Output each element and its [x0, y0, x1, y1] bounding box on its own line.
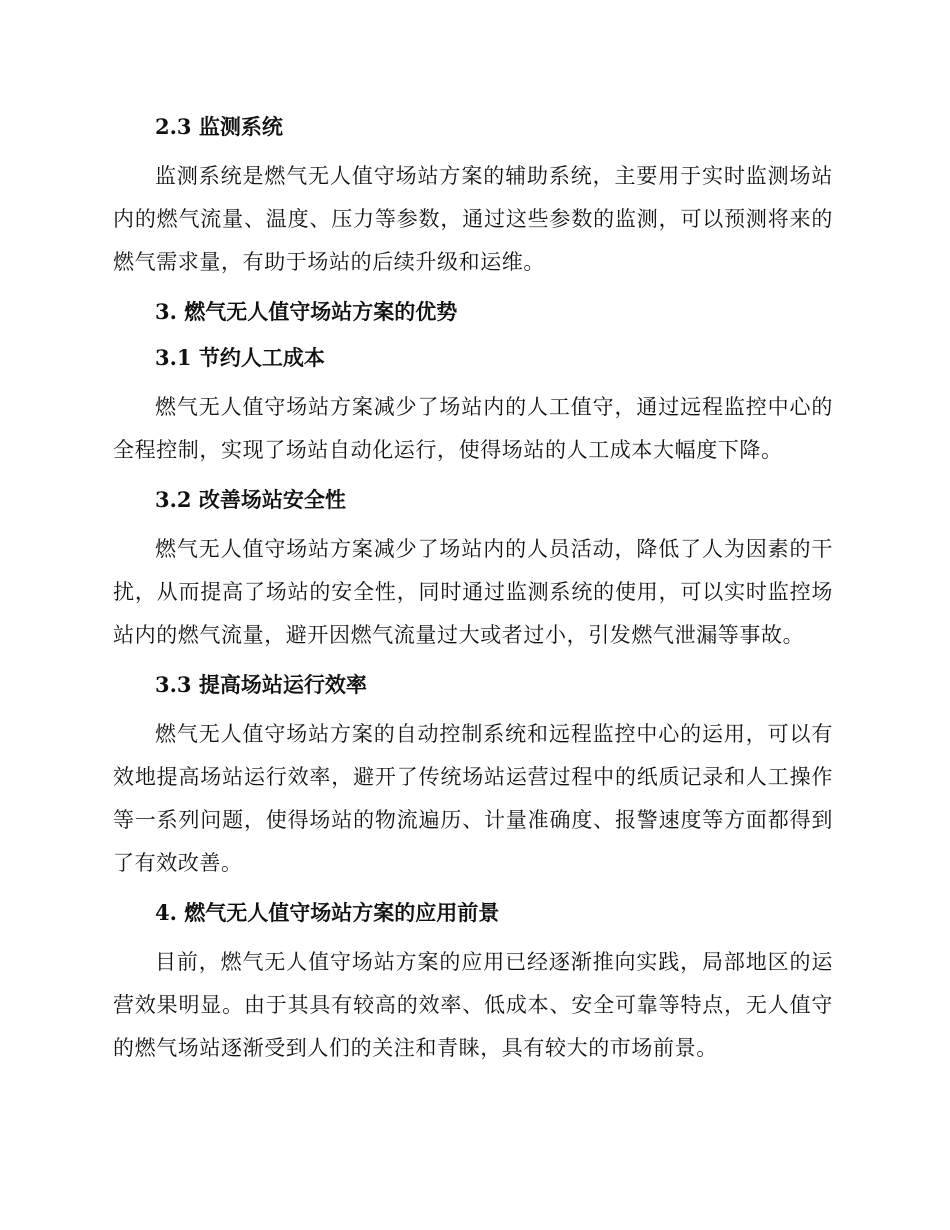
- section-paragraph-3-3: 燃气无人值守场站方案的自动控制系统和远程监控中心的运用，可以有效地提高场站运行效率，避开了传统场站运营过程中的纸质记录和人工操作等一系列问题，使得场站的物流遍历、计量准确度、报警速度等方面都得到了有效改善。: [113, 722, 833, 875]
- section-heading-3-2: 3.2 改善场站安全性: [155, 487, 346, 512]
- section-heading-3-1: 3.1 节约人工成本: [155, 345, 325, 370]
- section-paragraph-3-2: 燃气无人值守场站方案减少了场站内的人员活动，降低了人为因素的干扰，从而提高了场站的安全性，同时通过监测系统的使用，可以实时监控场站内的燃气流量，避开因燃气流量过大或者过小，引发燃气泄漏等事故。: [113, 537, 833, 647]
- section-paragraph-2-3: 监测系统是燃气无人值守场站方案的辅助系统，主要用于实时监测场站内的燃气流量、温度、压力等参数，通过这些参数的监测，可以预测将来的燃气需求量，有助于场站的后续升级和运维。: [113, 164, 833, 274]
- section-heading-3-3: 3.3 提高场站运行效率: [155, 672, 367, 697]
- section-paragraph-3-1: 燃气无人值守场站方案减少了场站内的人工值守，通过远程监控中心的全程控制，实现了场站自动化运行，使得场站的人工成本大幅度下降。: [113, 395, 833, 462]
- section-heading-3: 3. 燃气无人值守场站方案的优势: [155, 299, 458, 324]
- section-heading-2-3: 2.3 监测系统: [155, 114, 283, 139]
- section-paragraph-4: 目前，燃气无人值守场站方案的应用已经逐渐推向实践，局部地区的运营效果明显。由于其具有较高的效率、低成本、安全可靠等特点，无人值守的燃气场站逐渐受到人们的关注和青睐，具有较大的市场前景。: [113, 950, 833, 1060]
- section-heading-4: 4. 燃气无人值守场站方案的应用前景: [155, 900, 500, 925]
- document-body: [113, 109, 833, 1070]
